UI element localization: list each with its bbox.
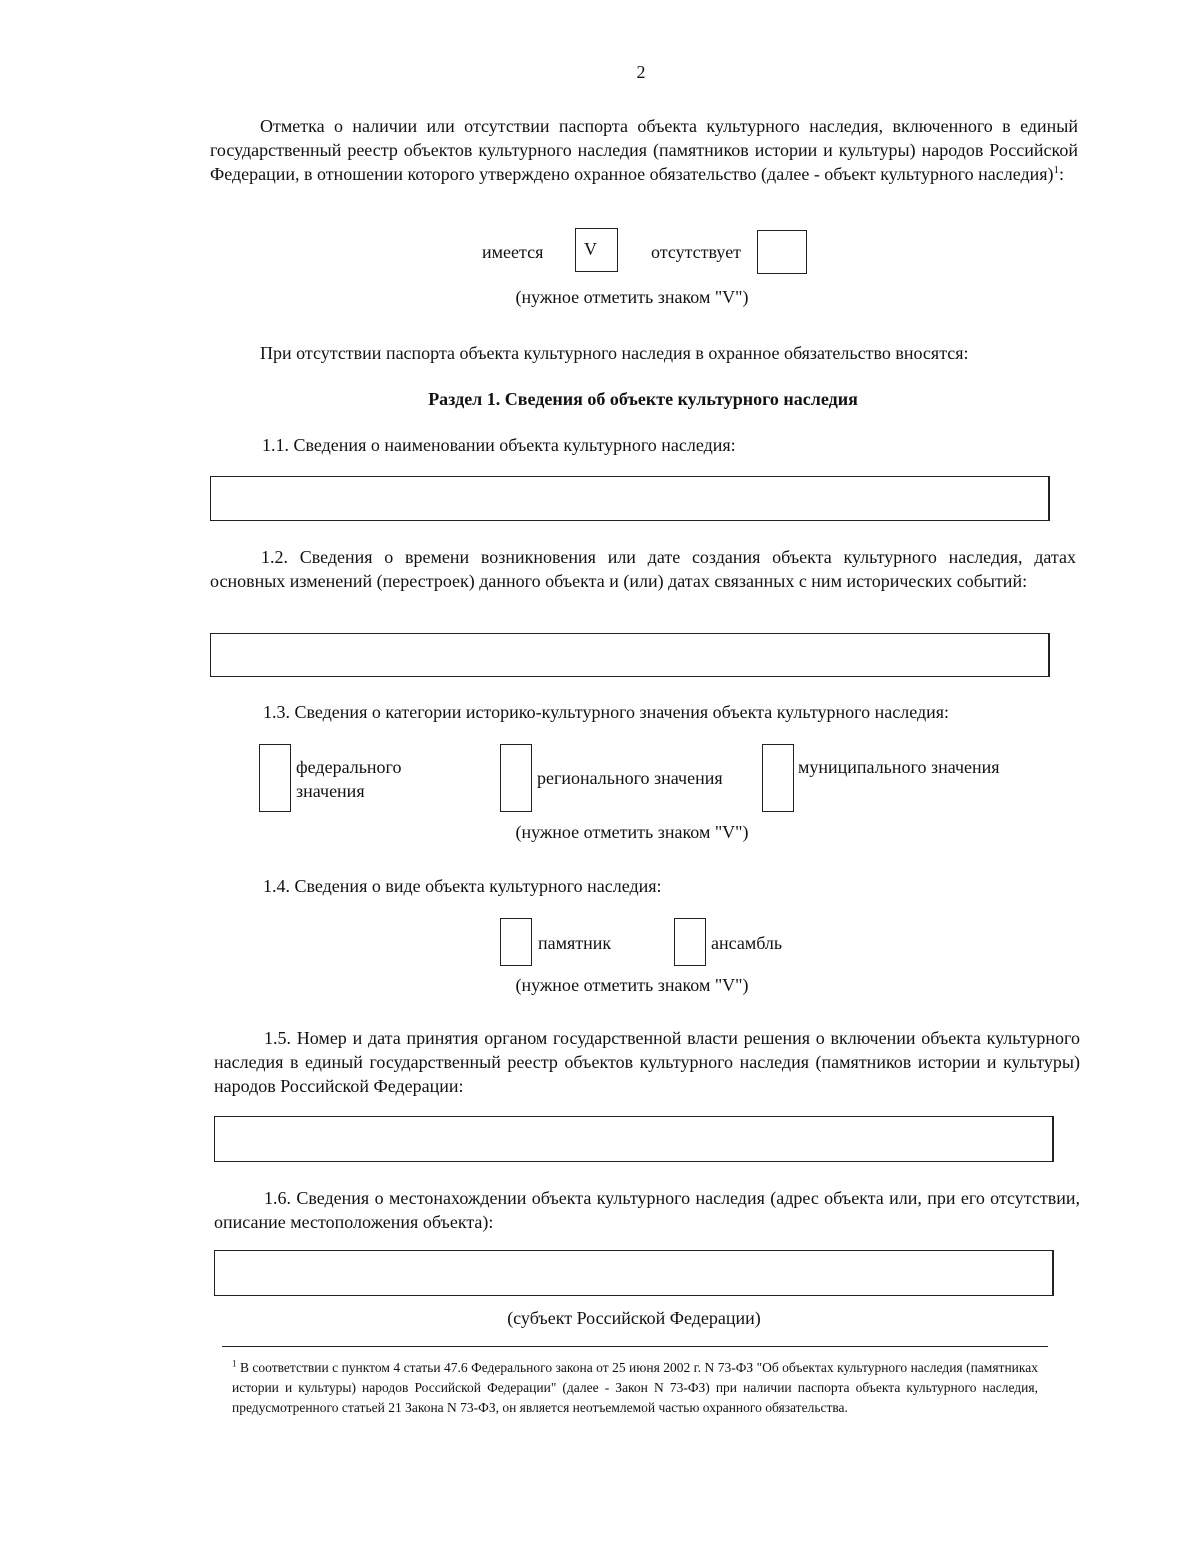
category-municipal-label: муниципального значения	[798, 757, 1000, 777]
page-number: 2	[636, 62, 646, 82]
intro-paragraph	[210, 114, 1078, 186]
object-name-field[interactable]	[210, 476, 1050, 521]
registry-decision-field[interactable]	[214, 1116, 1054, 1162]
category-federal-line2: значения	[296, 781, 365, 801]
kind-ensemble-label: ансамбль	[711, 933, 783, 953]
subject-caption: (субъект Российской Федерации)	[507, 1308, 761, 1328]
item-1-2-label: 1.2. Сведения о времени возникновения или дате создания объекта культурного наследия, датах основных изменений (перестроек) данного объекта и (или) датах связанных с ним исторических событий:	[210, 547, 1076, 591]
passport-hint: (нужное отметить знаком "V")	[515, 287, 749, 307]
footnote-mark: 1	[232, 1358, 237, 1369]
footnote	[232, 1358, 1038, 1418]
item-1-5-label: 1.5. Номер и дата принятия органом государственной власти решения о включении объекта культурного наследия в единый государственный реестр объектов культурного наследия (памятников истории и культуры) народов Российской Федерации:	[214, 1028, 1080, 1096]
intro-suffix: :	[1059, 164, 1065, 184]
category-hint: (нужное отметить знаком "V")	[515, 822, 749, 842]
item-1-4-label: 1.4. Сведения о виде объекта культурного наследия:	[263, 876, 662, 896]
category-federal-checkbox[interactable]	[259, 744, 291, 812]
footnote-separator	[222, 1346, 1048, 1347]
intro-text: Отметка о наличии или отсутствии паспорта объекта культурного наследия, включенного в единый государственный реестр объектов культурного наследия (памятников истории и культуры) народов Российской Федерации, в отношении которого утверждено охранное обязательство (далее - объект культурного наследия)	[210, 116, 1078, 184]
footnote-text: В соответствии с пунктом 4 статьи 47.6 Федерального закона от 25 июня 2002 г. N 73-ФЗ "Об объектах культурного наследия (памятниках истории и культуры) народов Российской Федерации" (далее - Закон N 73-ФЗ) при наличии паспорта объекта культурного наследия, предусмотренного статьей 21 Закона N 73-ФЗ, он является неотъемлемой частью охранного обязательства.	[232, 1360, 1038, 1415]
kind-monument-checkbox[interactable]	[500, 918, 532, 966]
intro-footnote-ref: 1	[1053, 164, 1060, 176]
item-1-6-label: 1.6. Сведения о местонахождении объекта культурного наследия (адрес объекта или, при его отсутствии, описание местоположения объекта):	[214, 1188, 1080, 1232]
kind-hint: (нужное отметить знаком "V")	[515, 975, 749, 995]
section-title: Раздел 1. Сведения об объекте культурного наследия	[428, 389, 858, 409]
category-federal-label	[296, 755, 401, 803]
category-municipal-checkbox[interactable]	[762, 744, 794, 812]
object-dates-field[interactable]	[210, 633, 1050, 677]
absence-note: При отсутствии паспорта объекта культурного наследия в охранное обязательство вносятся:	[260, 343, 969, 363]
location-subject-field[interactable]	[214, 1250, 1054, 1296]
category-regional-checkbox[interactable]	[500, 744, 532, 812]
passport-has-checkbox[interactable]	[575, 228, 618, 272]
passport-absent-checkbox[interactable]	[757, 230, 807, 274]
passport-absent-label: отсутствует	[651, 242, 742, 262]
passport-has-label: имеется	[482, 242, 544, 262]
item-1-1-label: 1.1. Сведения о наименовании объекта культурного наследия:	[262, 435, 736, 455]
item-1-3-label: 1.3. Сведения о категории историко-культурного значения объекта культурного наследия:	[263, 702, 950, 722]
category-federal-line1: федерального	[296, 757, 402, 777]
kind-ensemble-checkbox[interactable]	[674, 918, 706, 966]
kind-monument-label: памятник	[538, 933, 612, 953]
checkbox-mark: V	[584, 239, 597, 259]
category-regional-label: регионального значения	[537, 768, 723, 788]
